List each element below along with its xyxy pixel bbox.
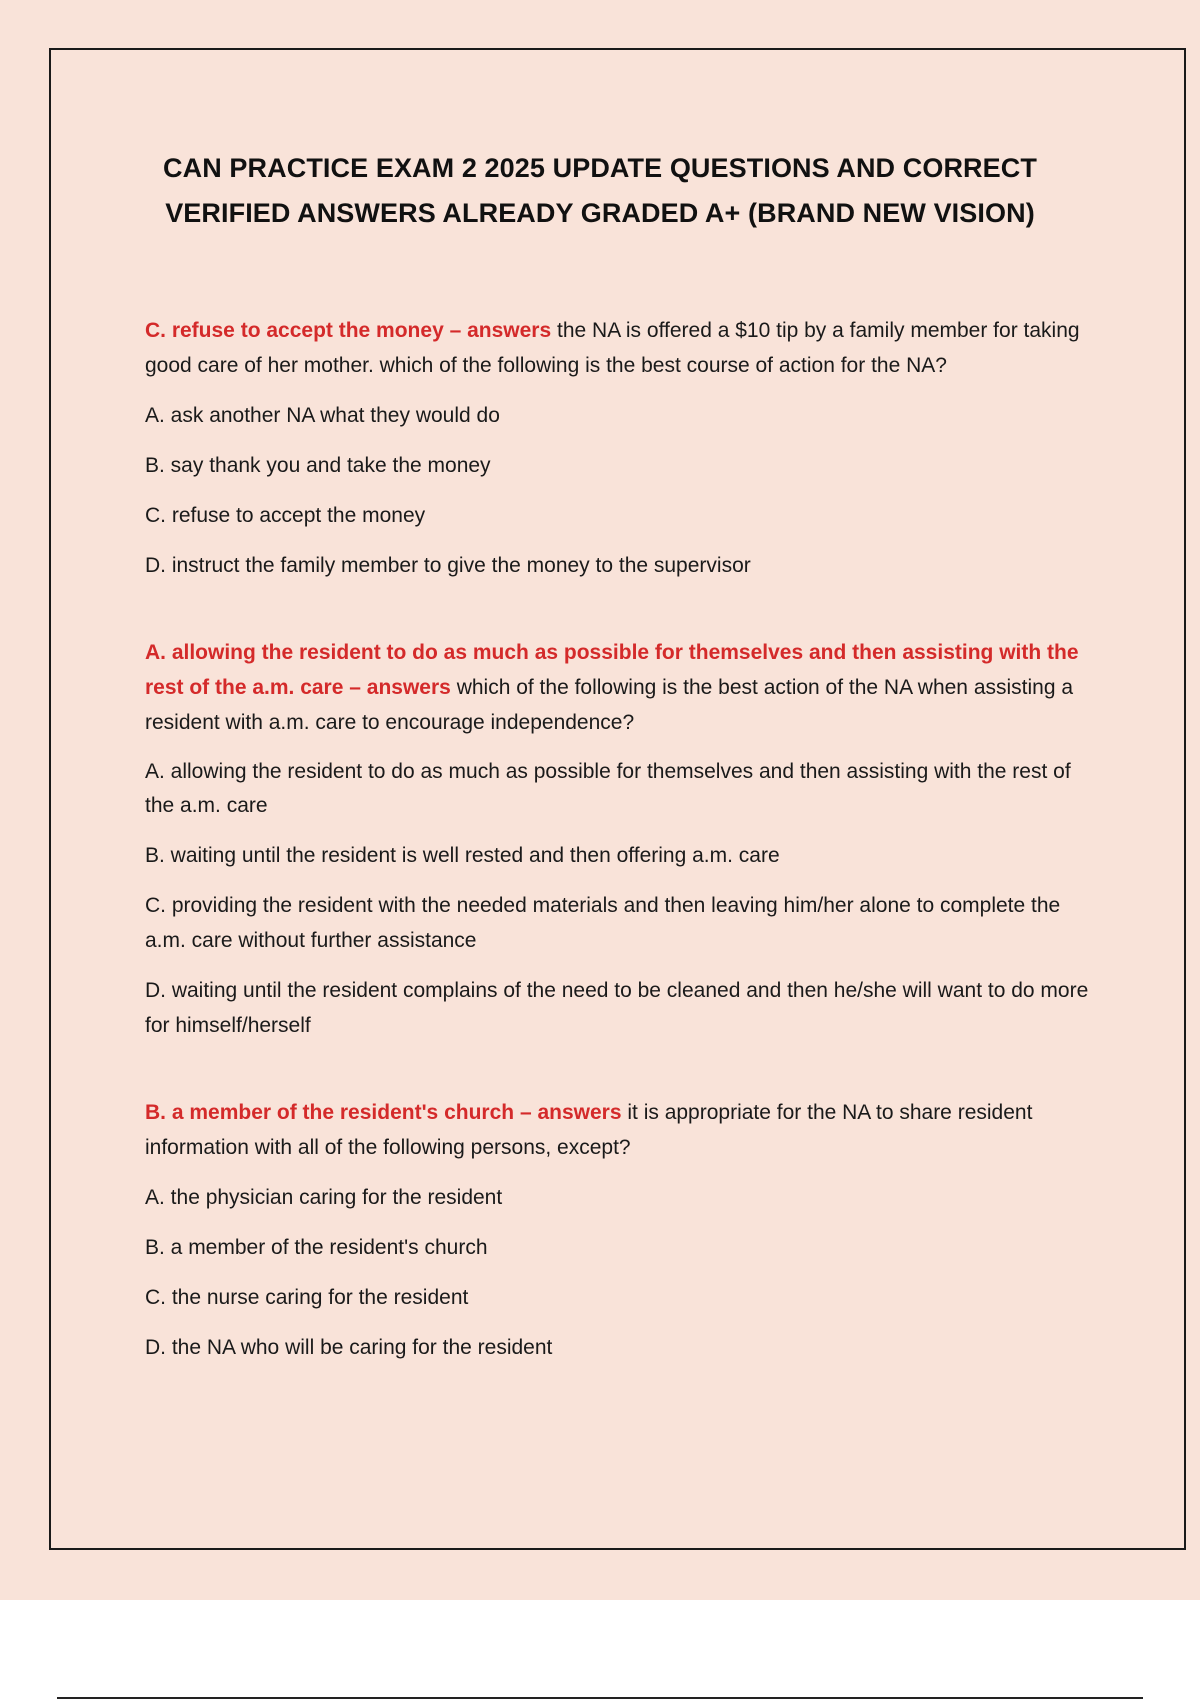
answers-connector: – answers (519, 1101, 622, 1124)
option-c: C. refuse to accept the money (145, 504, 426, 527)
question-text (145, 635, 1095, 740)
option-d: D. the NA who will be caring for the resident (145, 1336, 553, 1359)
question-prompt: which of the following is the best action of the NA when assisting a resident with a.m. care to encourage independence? (145, 676, 1074, 734)
question-text (145, 1095, 1095, 1165)
option-a: A. the physician caring for the resident (145, 1186, 503, 1209)
option-d: D. waiting until the resident complains of the need to be cleaned and then he/she will want to do more for himself/herself (145, 979, 1089, 1037)
title-line-2: VERIFIED ANSWERS ALREADY GRADED A+ (BRAND NEW VISION) (165, 198, 1035, 228)
question-prompt: the NA is offered a $10 tip by a family member for taking good care of her mother. which of the following is the best course of action for the NA? (145, 319, 1080, 377)
option-a: A. allowing the resident to do as much as possible for themselves and then assisting with the rest of the a.m. care (145, 760, 1071, 817)
question-text (145, 313, 1095, 383)
correct-answer: A. allowing the resident to do as much as possible for themselves and then assisting with the rest of the a.m. care (145, 641, 1079, 699)
option-d: D. instruct the family member to give the money to the supervisor (145, 554, 751, 577)
question-prompt: it is appropriate for the NA to share resident information with all of the following persons, except? (145, 1101, 1033, 1159)
correct-answer: C. refuse to accept the money (145, 319, 444, 342)
option-b: B. a member of the resident's church (145, 1236, 488, 1259)
question-block-1 (145, 313, 1095, 583)
option-b: B. waiting until the resident is well rested and then offering a.m. care (145, 844, 780, 867)
option-c: C. providing the resident with the needed materials and then leaving him/her alone to complete the a.m. care without further assistance (145, 894, 1061, 952)
title-line-1: CAN PRACTICE EXAM 2 2025 UPDATE QUESTIONS AND CORRECT (163, 153, 1037, 183)
question-list (145, 313, 1095, 1413)
question-block-3 (145, 1095, 1095, 1365)
answers-connector: – answers (349, 676, 451, 699)
option-b: B. say thank you and take the money (145, 454, 491, 477)
option-a: A. ask another NA what they would do (145, 404, 500, 427)
footer-divider (57, 1697, 1143, 1699)
question-block-2 (145, 635, 1095, 1043)
document-title (100, 146, 1100, 236)
answers-connector: – answers (449, 319, 552, 342)
correct-answer: B. a member of the resident's church (145, 1101, 515, 1124)
option-c: C. the nurse caring for the resident (145, 1286, 469, 1309)
